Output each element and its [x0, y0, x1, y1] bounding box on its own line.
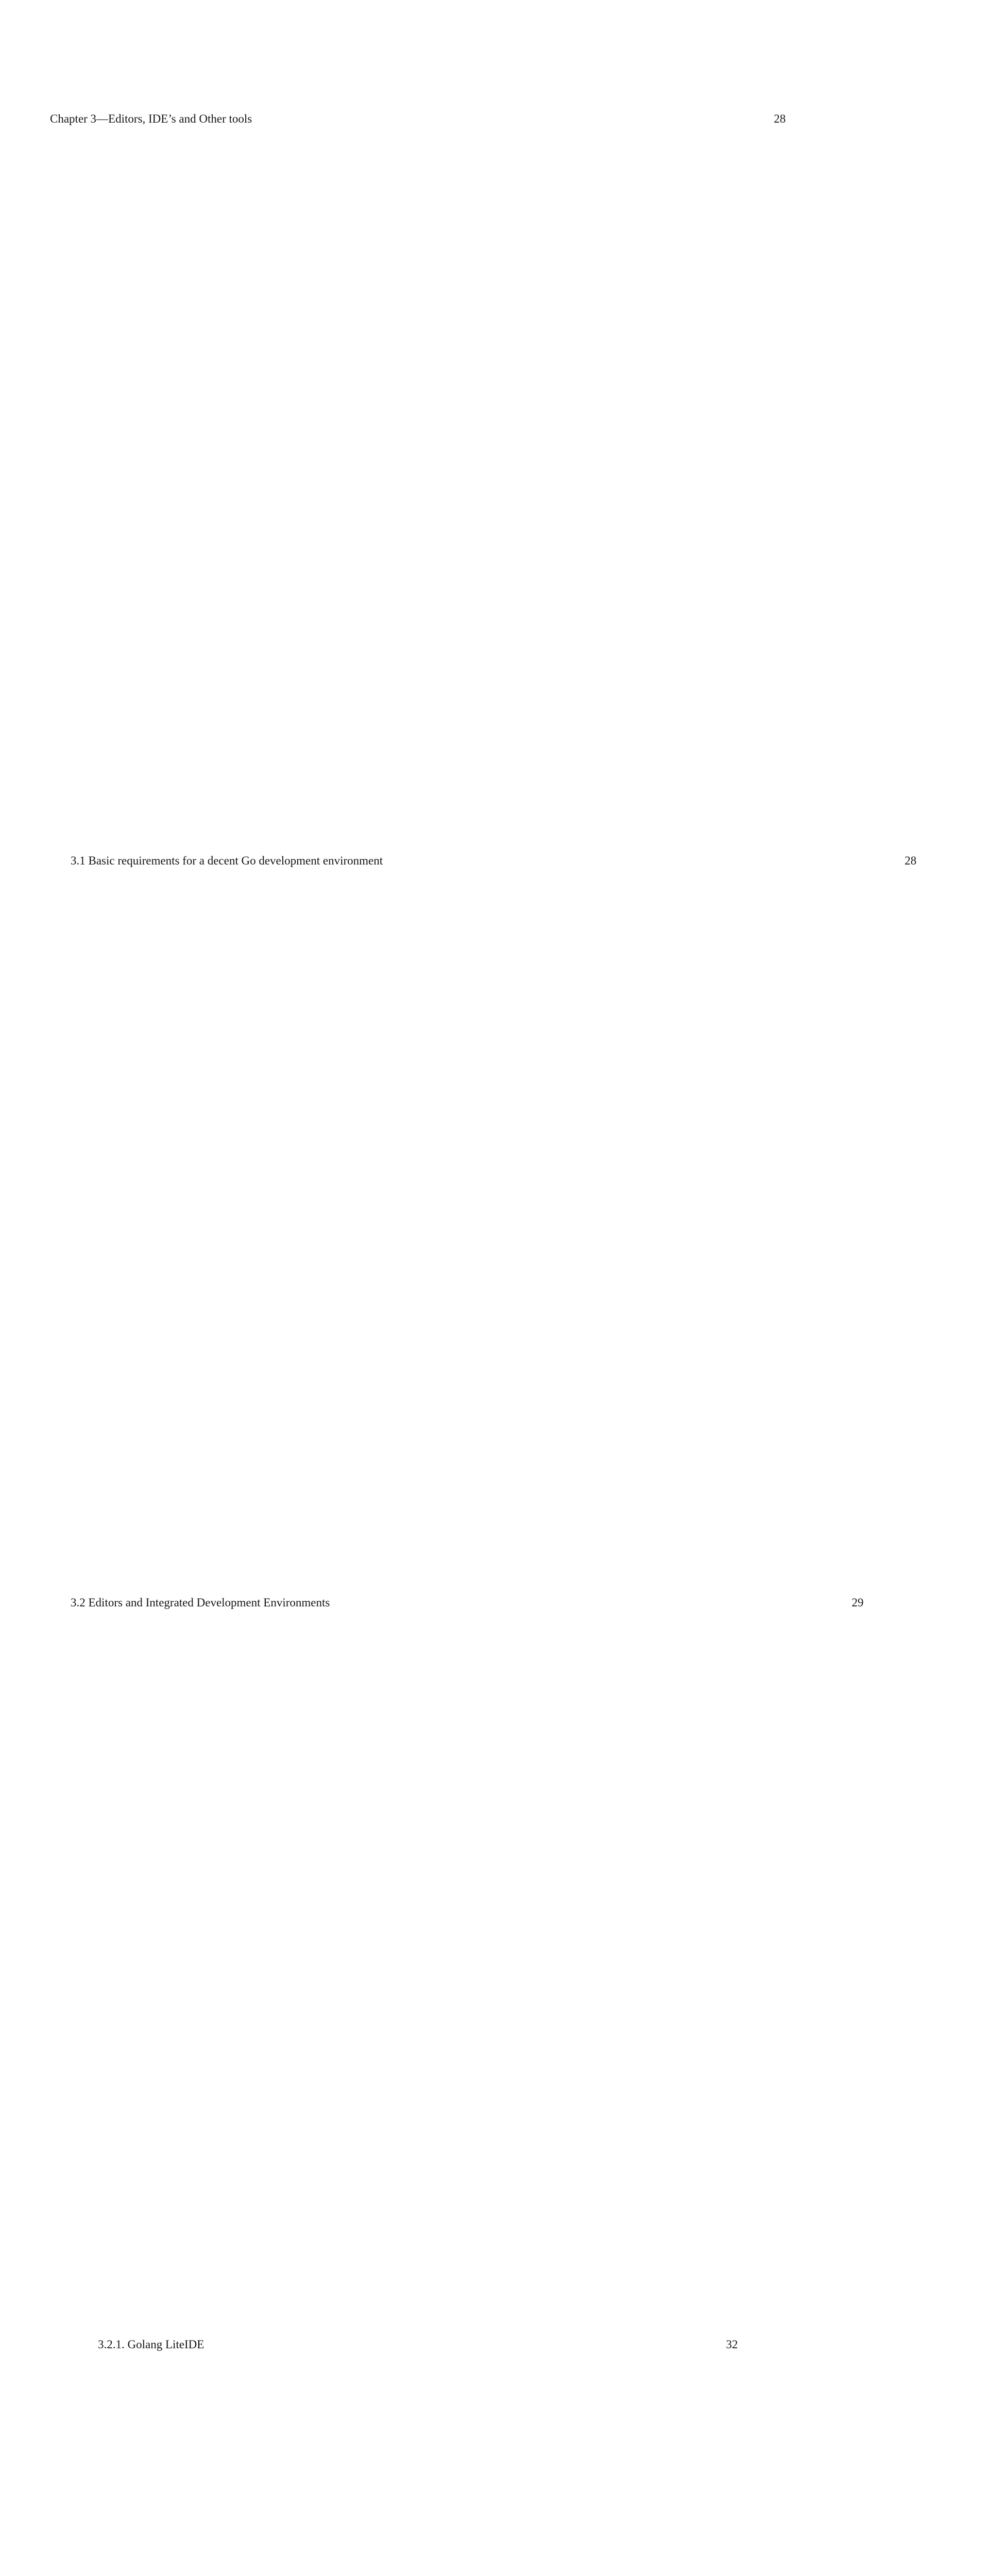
- toc-entry-label: Chapter 3—Editors, IDE’s and Other tools: [50, 112, 252, 125]
- toc-entry: [50, 56, 786, 798]
- toc-entry-label: 3.2.1. Golang LiteIDE: [98, 2338, 205, 2351]
- toc-entry-label: 3.2 Editors and Integrated Development Environments: [71, 1596, 330, 1609]
- toc-page-number: 28: [385, 798, 986, 1539]
- toc-entry: [50, 798, 917, 1539]
- toc-entry: [50, 2281, 738, 2576]
- toc-entry-label: 3.1 Basic requirements for a decent Go development environment: [71, 854, 383, 867]
- toc-page-number: 29: [332, 1539, 933, 2281]
- toc-list: [50, 56, 917, 2576]
- toc-page-number: 28: [254, 56, 856, 798]
- toc-page-number: 32: [206, 2281, 808, 2576]
- toc-entry: [50, 1539, 864, 2281]
